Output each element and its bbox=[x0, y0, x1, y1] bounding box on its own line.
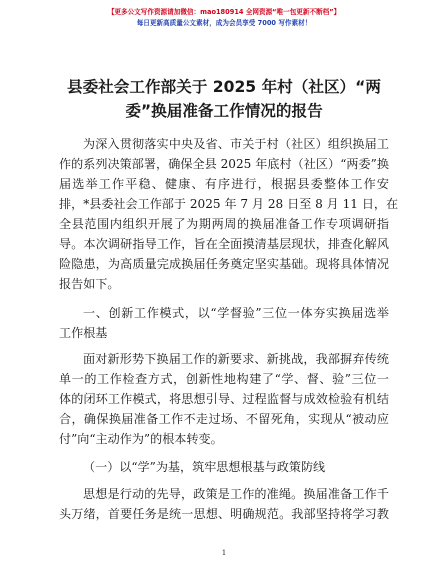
body-text-line: 届选举工作平稳、健康、有序进行，根据县委整体工作安 bbox=[59, 177, 389, 191]
document-title-line-1: 县委社会工作部关于 2025 年村（社区）“两 bbox=[66, 78, 381, 96]
subsection-heading-line: （一）以“学”为基，筑牢思想根基与政策防线 bbox=[83, 460, 326, 474]
body-text-line: 险隐患，为高质量完成换届任务奠定坚实基础。现将具体情况 bbox=[59, 257, 389, 271]
promo-banner-line-1: 【更多公文写作资源请加微信：mao180914 全网资源“唯一包更新不断档”】 bbox=[107, 8, 341, 16]
section-heading-line: 工作根基 bbox=[59, 326, 108, 340]
body-text-line: 合，确保换届准备工作不走过场、不留死角，实现从“被动应 bbox=[59, 412, 389, 426]
body-text-line: 思想是行动的先导，政策是工作的准绳。换届准备工作千 bbox=[83, 487, 389, 501]
section-heading-line: 一、创新工作模式，以“学督验”三位一体夯实换届选举 bbox=[83, 306, 389, 320]
body-text-line: 排，*县委社会工作部于 2025 年 7 月 28 日至 8 月 11 日，在 bbox=[59, 197, 399, 211]
page-number: 1 bbox=[221, 548, 227, 557]
body-text-line: 导。本次调研指导工作，旨在全面摸清基层现状，排查化解风 bbox=[59, 237, 389, 251]
body-text-line: 报告如下。 bbox=[59, 277, 120, 291]
document-title-line-2: 委”换届准备工作情况的报告 bbox=[125, 102, 323, 120]
body-text-line: 付”向“主动作为”的根本转变。 bbox=[59, 432, 223, 446]
body-text-line: 头万绪，首要任务是统一思想、明确规范。我部坚持将学习教 bbox=[59, 507, 389, 521]
body-text-line: 为深入贯彻落实中央及省、市关于村（社区）组织换届工 bbox=[83, 137, 389, 151]
body-text-line: 体的闭环工作模式，将思想引导、过程监督与成效检验有机结 bbox=[59, 392, 389, 406]
body-text-line: 作的系列决策部署，确保全县 2025 年底村（社区）“两委”换 bbox=[59, 157, 389, 171]
promo-banner-line-2: 每日更新高质量公文素材，成为会员享受 7000 写作素材！ bbox=[136, 19, 312, 27]
body-text-line: 面对新形势下换届工作的新要求、新挑战，我部摒弃传统 bbox=[83, 352, 389, 366]
body-text-line: 单一的工作检查方式，创新性地构建了“学、督、验”三位一 bbox=[59, 372, 389, 386]
body-text-line: 全县范围内组织开展了为期两周的换届准备工作专项调研指 bbox=[59, 217, 389, 231]
